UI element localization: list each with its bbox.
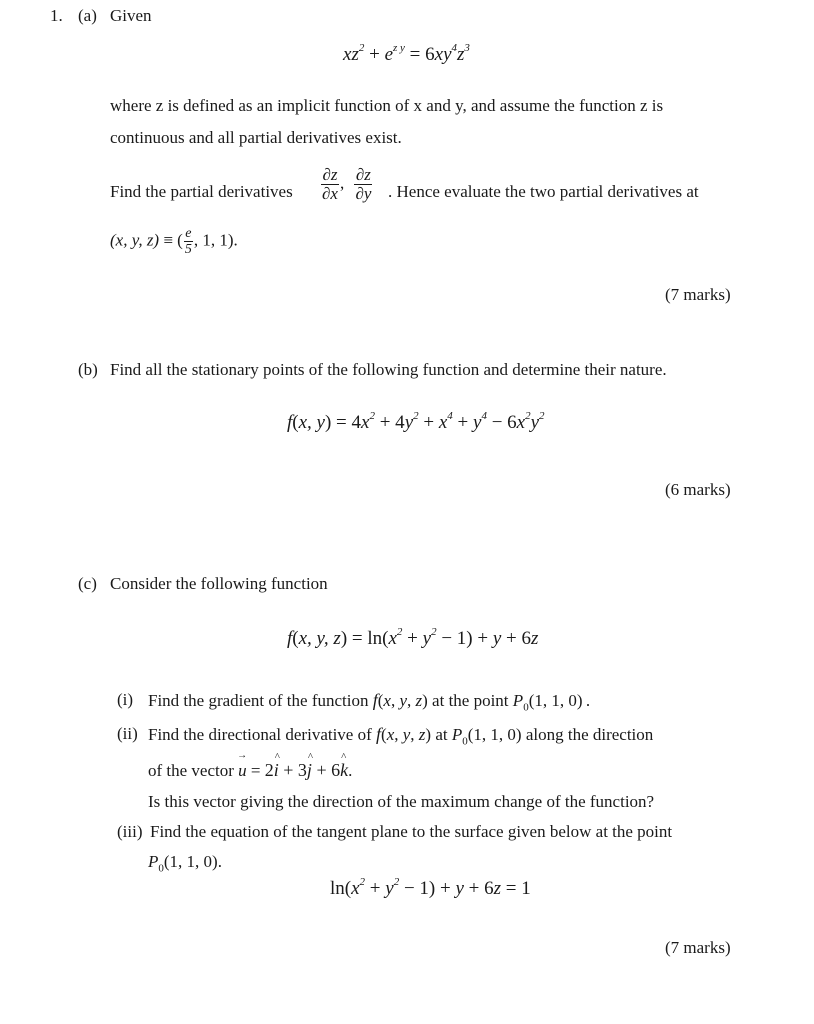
part-c-item-iii-point: $P_0(1$, 1, 0).	[148, 852, 222, 875]
part-c-item-ii-text: Find the directional derivative of f(x, y, z) at $P_0(1$, 1, 0) along the direction	[148, 724, 654, 748]
part-c-marks: (7 marks)	[665, 938, 731, 957]
part-c-surface-equation: $\ln(x^2 + y^2 - 1) + y + 6z = 1$	[330, 876, 531, 899]
part-c-item-iii-label: (iii)	[117, 822, 143, 841]
part-c-equation: f(x, y, $z) = \ln(x^2 + y^2 - 1) + y + 6z$	[287, 626, 539, 649]
part-c-item-i-text: Find the gradient of the function f(x, y, z) at the point $P_0(1$, 1, 0) .	[148, 690, 591, 714]
part-a-find-text: Find the partial derivatives	[110, 182, 293, 201]
part-b-equation: f(x, $y) = 4x^2 + 4y^2 + x^4 + y^4 - 6x^2y^2$	[287, 410, 545, 433]
part-c-item-iii-text: Find the equation of the tangent plane to the surface given below at the point	[150, 822, 673, 841]
partial-derivatives-expression: $\frac{\partial z}{\partial x}$ , $\frac{\partial z}{\partial y}$	[322, 165, 372, 203]
part-c-item-ii-label: (ii)	[117, 724, 138, 743]
part-c-item-ii-vector: of the vector u → = 2i ^ + 3j ^ + 6k ^.	[148, 760, 352, 781]
part-a-intro: Given	[110, 6, 152, 25]
part-c-label: (c)	[78, 574, 97, 593]
part-a-description-line2: continuous and all partial derivatives exist.	[110, 128, 402, 147]
part-a-label: (a)	[78, 6, 97, 25]
part-b-text: Find all the stationary points of the following function and determine their nature.	[110, 360, 667, 379]
part-c-item-ii-question: Is this vector giving the direction of the maximum change of the function?	[148, 792, 655, 811]
part-c-item-i-label: (i)	[117, 690, 134, 709]
part-a-description-line1: where z is defined as an implicit function of x and y, and assume the function z is	[110, 96, 664, 115]
part-a-equation: $xz^2 + e^{z y} = 6xy^4z^3$	[343, 42, 470, 65]
part-a-point: (x, y, z) ≡ ( $\frac{e}{5}$ , 1, 1).	[110, 226, 238, 257]
part-a-marks: (7 marks)	[665, 285, 731, 304]
part-b-marks: (6 marks)	[665, 480, 731, 499]
part-a-hence-text: . Hence evaluate the two partial derivatives at	[388, 182, 699, 201]
part-c-text: Consider the following function	[110, 574, 328, 593]
question-number: 1.	[50, 6, 63, 25]
part-b-label: (b)	[78, 360, 98, 379]
